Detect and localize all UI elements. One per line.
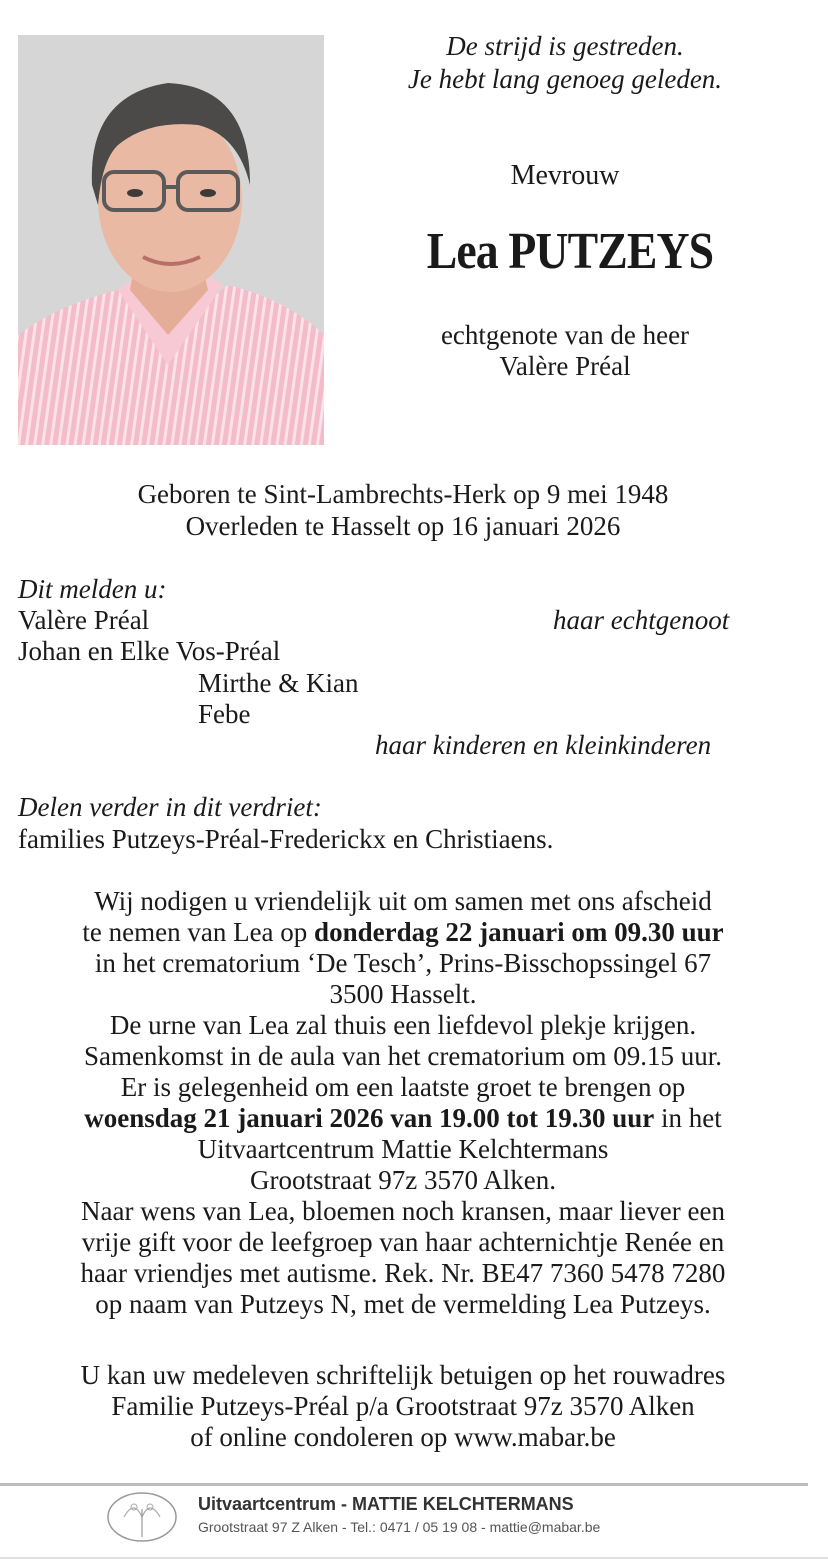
announcer-spouse-role: haar echtgenoot [553, 605, 730, 635]
deceased-name: Lea PUTZEYS [426, 223, 714, 280]
ceremony-line: Er is gelegenheid om een laatste groet te brengen op [120, 1072, 686, 1102]
ceremony-info [10, 886, 796, 1320]
ceremony-line: vrije gift voor de leefgroep van haar achternichtje Renée en [81, 1227, 725, 1257]
ceremony-line: Uitvaartcentrum Mattie Kelchtermans [197, 1134, 609, 1164]
ceremony-line: haar vriendjes met autisme. Rek. Nr. BE47 7360 5478 7280 [80, 1258, 726, 1288]
footer-bottom-divider [0, 1557, 828, 1559]
announcer-grandchildren-2: Febe [198, 699, 251, 729]
condolence-info [10, 1360, 796, 1453]
quote-line-2: Je hebt lang genoeg geleden. [407, 64, 723, 94]
footer-divider [0, 1483, 808, 1486]
visitation-date: woensdag 21 januari 2026 van 19.00 tot 19.30 uur [84, 1103, 655, 1133]
ceremony-line: Samenkomst in de aula van het crematorium om 09.15 uur. [83, 1041, 723, 1071]
ceremony-text: te nemen van Lea op [82, 917, 315, 947]
ceremony-date: donderdag 22 januari om 09.30 uur [314, 917, 724, 947]
ceremony-text: in het [654, 1103, 722, 1133]
ceremony-line: in het crematorium ‘De Tesch’, Prins-Bisschopssingel 67 [94, 948, 712, 978]
ceremony-line: 3500 Hasselt. [329, 979, 477, 1009]
ceremony-line: De urne van Lea zal thuis een liefdevol plekje krijgen. [109, 1010, 697, 1040]
portrait-photo [18, 35, 324, 445]
announcer-spouse: Valère Préal [18, 605, 150, 635]
spouse-info [380, 320, 750, 382]
condolence-line: Familie Putzeys-Préal p/a Grootstraat 97z 3570 Alken [111, 1391, 695, 1421]
announcer-grandchildren-1: Mirthe & Kian [198, 668, 359, 698]
death-line: Overleden te Hasselt op 16 januari 2026 [185, 511, 621, 541]
spouse-line-1: echtgenote van de heer [440, 320, 690, 350]
ceremony-line [10, 1103, 796, 1134]
spouse-line-2: Valère Préal [499, 351, 631, 381]
ceremony-line: Wij nodigen u vriendelijk uit om samen met ons afscheid [94, 886, 712, 916]
footer-address: Grootstraat 97 Z Alken - Tel.: 0471 / 05 19 08 - mattie@mabar.be [198, 1519, 601, 1535]
announcer-children-role: haar kinderen en kleinkinderen [375, 730, 712, 760]
ceremony-line: Naar wens van Lea, bloemen noch kransen, maar liever een [81, 1196, 725, 1226]
ceremony-line [10, 917, 796, 948]
salutation: Mevrouw [510, 160, 620, 191]
birth-line: Geboren te Sint-Lambrechts-Herk op 9 mei 1948 [137, 479, 669, 509]
mourners-heading: Delen verder in dit verdriet: [18, 792, 322, 822]
ceremony-line: op naam van Putzeys N, met de vermelding Lea Putzeys. [95, 1289, 711, 1319]
quote-line-1: De strijd is gestreden. [446, 31, 684, 61]
footer-company-name: Uitvaartcentrum - MATTIE KELCHTERMANS [198, 1494, 574, 1514]
condolence-line: of online condoleren op www.mabar.be [190, 1422, 616, 1452]
announcer-children: Johan en Elke Vos-Préal [18, 636, 281, 666]
announcers-heading: Dit melden u: [18, 574, 167, 604]
condolence-line: U kan uw medeleven schriftelijk betuigen op het rouwadres [80, 1360, 726, 1390]
mourners-families: families Putzeys-Préal-Frederickx en Christiaens. [18, 824, 554, 854]
ceremony-line: Grootstraat 97z 3570 Alken. [250, 1165, 556, 1195]
life-dates [0, 478, 806, 542]
memorial-quote [380, 30, 750, 96]
funeral-home-logo [104, 1489, 180, 1545]
portrait-illustration [18, 35, 324, 445]
